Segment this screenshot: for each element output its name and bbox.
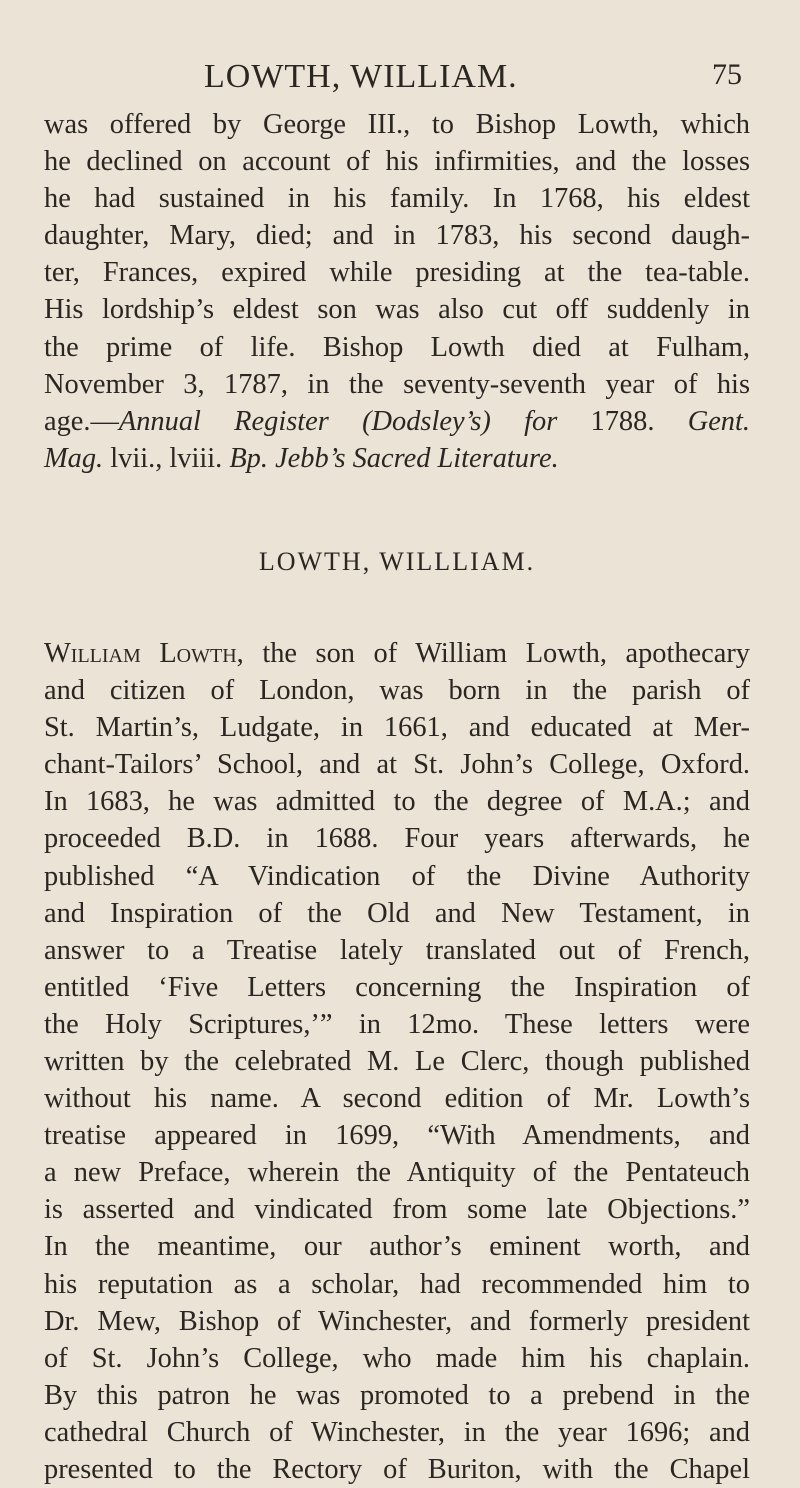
text-line: daughter, Mary, died; and in 1783, his second daugh- [44,220,750,252]
text-line: without his name. A second edition of Mr. Lowth’s [44,1083,750,1115]
running-title: LOWTH, WILLIAM. [204,58,518,95]
subject-name: William Lowth, [44,637,244,669]
text-line: proceeded B.D. in 1688. Four years afterwards, he [44,823,750,855]
citation-lead: age.— [44,405,119,437]
section-heading: LOWTH, WILLLIAM. [258,546,536,576]
text-line: entitled ‘Five Letters concerning the Inspiration of [44,971,750,1003]
text-line: In 1683, he was admitted to the degree of M.A.; and [44,786,750,818]
citation-source: Gent. [687,405,750,437]
citation-line [44,440,750,477]
text-line: In the meantime, our author’s eminent worth, and [44,1231,750,1263]
text-line: November 3, 1787, in the seventy-seventh year of his [44,368,750,400]
text-line: he had sustained in his family. In 1768, his eldest [44,183,750,215]
text-line: a new Preface, wherein the Antiquity of the Pentateuch [44,1157,750,1189]
text-line: His lordship’s eldest son was also cut off suddenly in [44,294,750,326]
paragraph-continued [44,106,750,477]
running-head [44,58,750,98]
biography-paragraph [44,635,750,1488]
citation-parenthetical: (Dodsley’s) [328,405,525,437]
text-line: By this patron he was promoted to a prebend in the [44,1379,750,1411]
text-line: is asserted and vindicated from some late Objections.” [44,1194,750,1226]
text-line: written by the celebrated M. Le Clerc, though published [44,1045,750,1077]
text-line: St. Martin’s, Ludgate, in 1661, and educated at Mer- [44,712,750,744]
citation-source: Mag. [44,442,104,474]
text-line: he declined on account of his infirmities, and the losses [44,146,750,178]
text-line: was offered by George III., to Bishop Lowth, which [44,109,750,140]
text-line: the Holy Scriptures,’” in 12mo. These letters were [44,1008,750,1040]
citation-year: 1788. [557,405,688,437]
text-line: his reputation as a scholar, had recommended him to [44,1268,750,1300]
text-line: cathedral Church of Winchester, in the year 1696; and [44,1416,750,1448]
text-line [44,635,750,672]
text-line: Dr. Mew, Bishop of Winchester, and formerly president [44,1305,750,1337]
text-line: treatise appeared in 1699, “With Amendments, and [44,1120,750,1152]
citation-source: Bp. Jebb’s Sacred Literature. [229,442,559,474]
citation-volumes: lvii., lviii. [103,442,230,474]
text-line: ter, Frances, expired while presiding at the tea-table. [44,257,750,289]
text-line: answer to a Treatise lately translated out of French, [44,934,750,966]
text-line: the prime of life. Bishop Lowth died at Fulham, [44,331,750,363]
citation-source: Annual Register [118,405,329,437]
text-line: presented to the Rectory of Buriton, with the Chapel [44,1454,750,1485]
text-line: chant-Tailors’ School, and at St. John’s College, Oxford. [44,749,750,781]
text-span: the son of William Lowth, apothecary [243,637,751,669]
text-line: and citizen of London, was born in the parish of [44,675,750,707]
citation-line [44,403,750,440]
page-number: 75 [712,58,742,91]
text-line: of St. John’s College, who made him his chaplain. [44,1342,750,1374]
text-line: published “A Vindication of the Divine Authority [44,860,750,892]
citation-source: for [524,405,558,437]
text-line: and Inspiration of the Old and New Testament, in [44,897,750,929]
